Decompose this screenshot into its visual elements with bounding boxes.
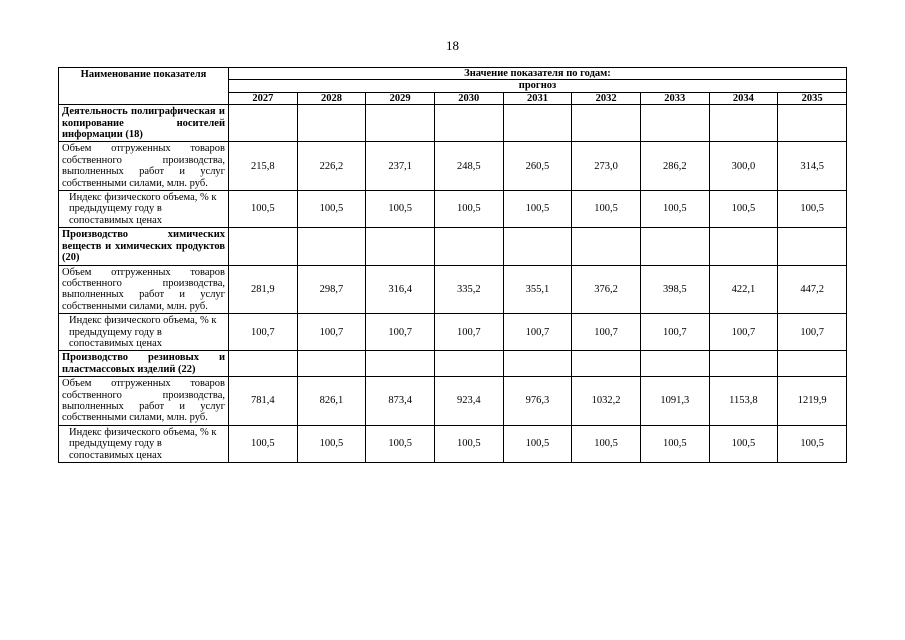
index-value: 100,5 — [709, 191, 778, 228]
index-value: 100,5 — [434, 191, 503, 228]
index-value: 100,5 — [503, 425, 572, 462]
empty-cell — [640, 105, 709, 142]
index-value: 100,7 — [366, 314, 435, 351]
index-value: 100,5 — [434, 425, 503, 462]
volume-value: 314,5 — [778, 142, 847, 191]
table-body — [59, 105, 847, 463]
volume-value: 248,5 — [434, 142, 503, 191]
index-label: Индекс физического объема, % к предыдущему году в сопоставимых ценах — [59, 425, 229, 462]
year-header: 2029 — [366, 92, 435, 104]
volume-label: Объем отгруженных товаров собственного производства, выполненных работ и услуг собственными силами, млн. руб. — [59, 265, 229, 314]
volume-value: 215,8 — [229, 142, 298, 191]
section-row — [59, 351, 847, 377]
volume-value: 1091,3 — [640, 377, 709, 426]
volume-value: 355,1 — [503, 265, 572, 314]
year-header: 2035 — [778, 92, 847, 104]
index-value: 100,5 — [778, 425, 847, 462]
volume-value: 273,0 — [572, 142, 641, 191]
volume-value: 260,5 — [503, 142, 572, 191]
empty-cell — [503, 351, 572, 377]
index-value: 100,7 — [640, 314, 709, 351]
volume-value: 923,4 — [434, 377, 503, 426]
year-header: 2032 — [572, 92, 641, 104]
index-value: 100,5 — [229, 191, 298, 228]
index-value: 100,5 — [640, 425, 709, 462]
volume-value: 316,4 — [366, 265, 435, 314]
volume-value: 447,2 — [778, 265, 847, 314]
empty-cell — [640, 351, 709, 377]
volume-row — [59, 265, 847, 314]
empty-cell — [366, 105, 435, 142]
volume-value: 286,2 — [640, 142, 709, 191]
index-value: 100,5 — [709, 425, 778, 462]
index-value: 100,5 — [640, 191, 709, 228]
index-value: 100,5 — [229, 425, 298, 462]
year-header: 2027 — [229, 92, 298, 104]
section-title: Деятельность полиграфическая и копирование носителей информации (18) — [59, 105, 229, 142]
index-value: 100,5 — [297, 425, 366, 462]
volume-value: 781,4 — [229, 377, 298, 426]
empty-cell — [434, 105, 503, 142]
volume-value: 1032,2 — [572, 377, 641, 426]
empty-cell — [572, 351, 641, 377]
volume-value: 398,5 — [640, 265, 709, 314]
empty-cell — [434, 228, 503, 265]
empty-cell — [503, 228, 572, 265]
volume-value: 422,1 — [709, 265, 778, 314]
forecast-header: прогноз — [229, 80, 847, 92]
empty-cell — [297, 105, 366, 142]
empty-cell — [366, 351, 435, 377]
empty-cell — [229, 228, 298, 265]
section-row — [59, 105, 847, 142]
volume-row — [59, 377, 847, 426]
empty-cell — [709, 351, 778, 377]
volume-value: 281,9 — [229, 265, 298, 314]
section-title: Производство резиновых и пластмассовых изделий (22) — [59, 351, 229, 377]
value-column-header: Значение показателя по годам: — [229, 68, 847, 80]
empty-cell — [778, 351, 847, 377]
volume-label: Объем отгруженных товаров собственного производства, выполненных работ и услуг собственными силами, млн. руб. — [59, 142, 229, 191]
index-value: 100,5 — [572, 425, 641, 462]
index-row — [59, 314, 847, 351]
index-value: 100,7 — [778, 314, 847, 351]
volume-value: 1219,9 — [778, 377, 847, 426]
year-header: 2033 — [640, 92, 709, 104]
volume-value: 335,2 — [434, 265, 503, 314]
index-row — [59, 425, 847, 462]
year-header: 2030 — [434, 92, 503, 104]
volume-row — [59, 142, 847, 191]
volume-value: 376,2 — [572, 265, 641, 314]
year-header: 2034 — [709, 92, 778, 104]
index-value: 100,5 — [366, 425, 435, 462]
index-value: 100,5 — [572, 191, 641, 228]
index-value: 100,7 — [709, 314, 778, 351]
empty-cell — [778, 105, 847, 142]
empty-cell — [434, 351, 503, 377]
index-label: Индекс физического объема, % к предыдущему году в сопоставимых ценах — [59, 191, 229, 228]
year-header: 2031 — [503, 92, 572, 104]
volume-value: 300,0 — [709, 142, 778, 191]
volume-value: 226,2 — [297, 142, 366, 191]
volume-value: 826,1 — [297, 377, 366, 426]
empty-cell — [709, 228, 778, 265]
empty-cell — [778, 228, 847, 265]
empty-cell — [297, 228, 366, 265]
volume-label: Объем отгруженных товаров собственного производства, выполненных работ и услуг собственными силами, млн. руб. — [59, 377, 229, 426]
volume-value: 873,4 — [366, 377, 435, 426]
index-value: 100,5 — [366, 191, 435, 228]
table-header — [59, 68, 847, 105]
name-column-header: Наименование показателя — [59, 68, 229, 105]
index-value: 100,5 — [297, 191, 366, 228]
empty-cell — [640, 228, 709, 265]
index-value: 100,5 — [503, 191, 572, 228]
index-value: 100,7 — [503, 314, 572, 351]
empty-cell — [572, 228, 641, 265]
index-row — [59, 191, 847, 228]
index-value: 100,7 — [572, 314, 641, 351]
index-value: 100,7 — [297, 314, 366, 351]
empty-cell — [709, 105, 778, 142]
empty-cell — [366, 228, 435, 265]
empty-cell — [229, 105, 298, 142]
empty-cell — [572, 105, 641, 142]
forecast-table — [58, 67, 847, 463]
page-number: 18 — [446, 38, 459, 53]
section-row — [59, 228, 847, 265]
index-value: 100,7 — [434, 314, 503, 351]
volume-value: 1153,8 — [709, 377, 778, 426]
year-header: 2028 — [297, 92, 366, 104]
empty-cell — [229, 351, 298, 377]
index-label: Индекс физического объема, % к предыдущему году в сопоставимых ценах — [59, 314, 229, 351]
index-value: 100,7 — [229, 314, 298, 351]
index-value: 100,5 — [778, 191, 847, 228]
empty-cell — [297, 351, 366, 377]
section-title: Производство химических веществ и химических продуктов (20) — [59, 228, 229, 265]
volume-value: 976,3 — [503, 377, 572, 426]
volume-value: 298,7 — [297, 265, 366, 314]
volume-value: 237,1 — [366, 142, 435, 191]
empty-cell — [503, 105, 572, 142]
